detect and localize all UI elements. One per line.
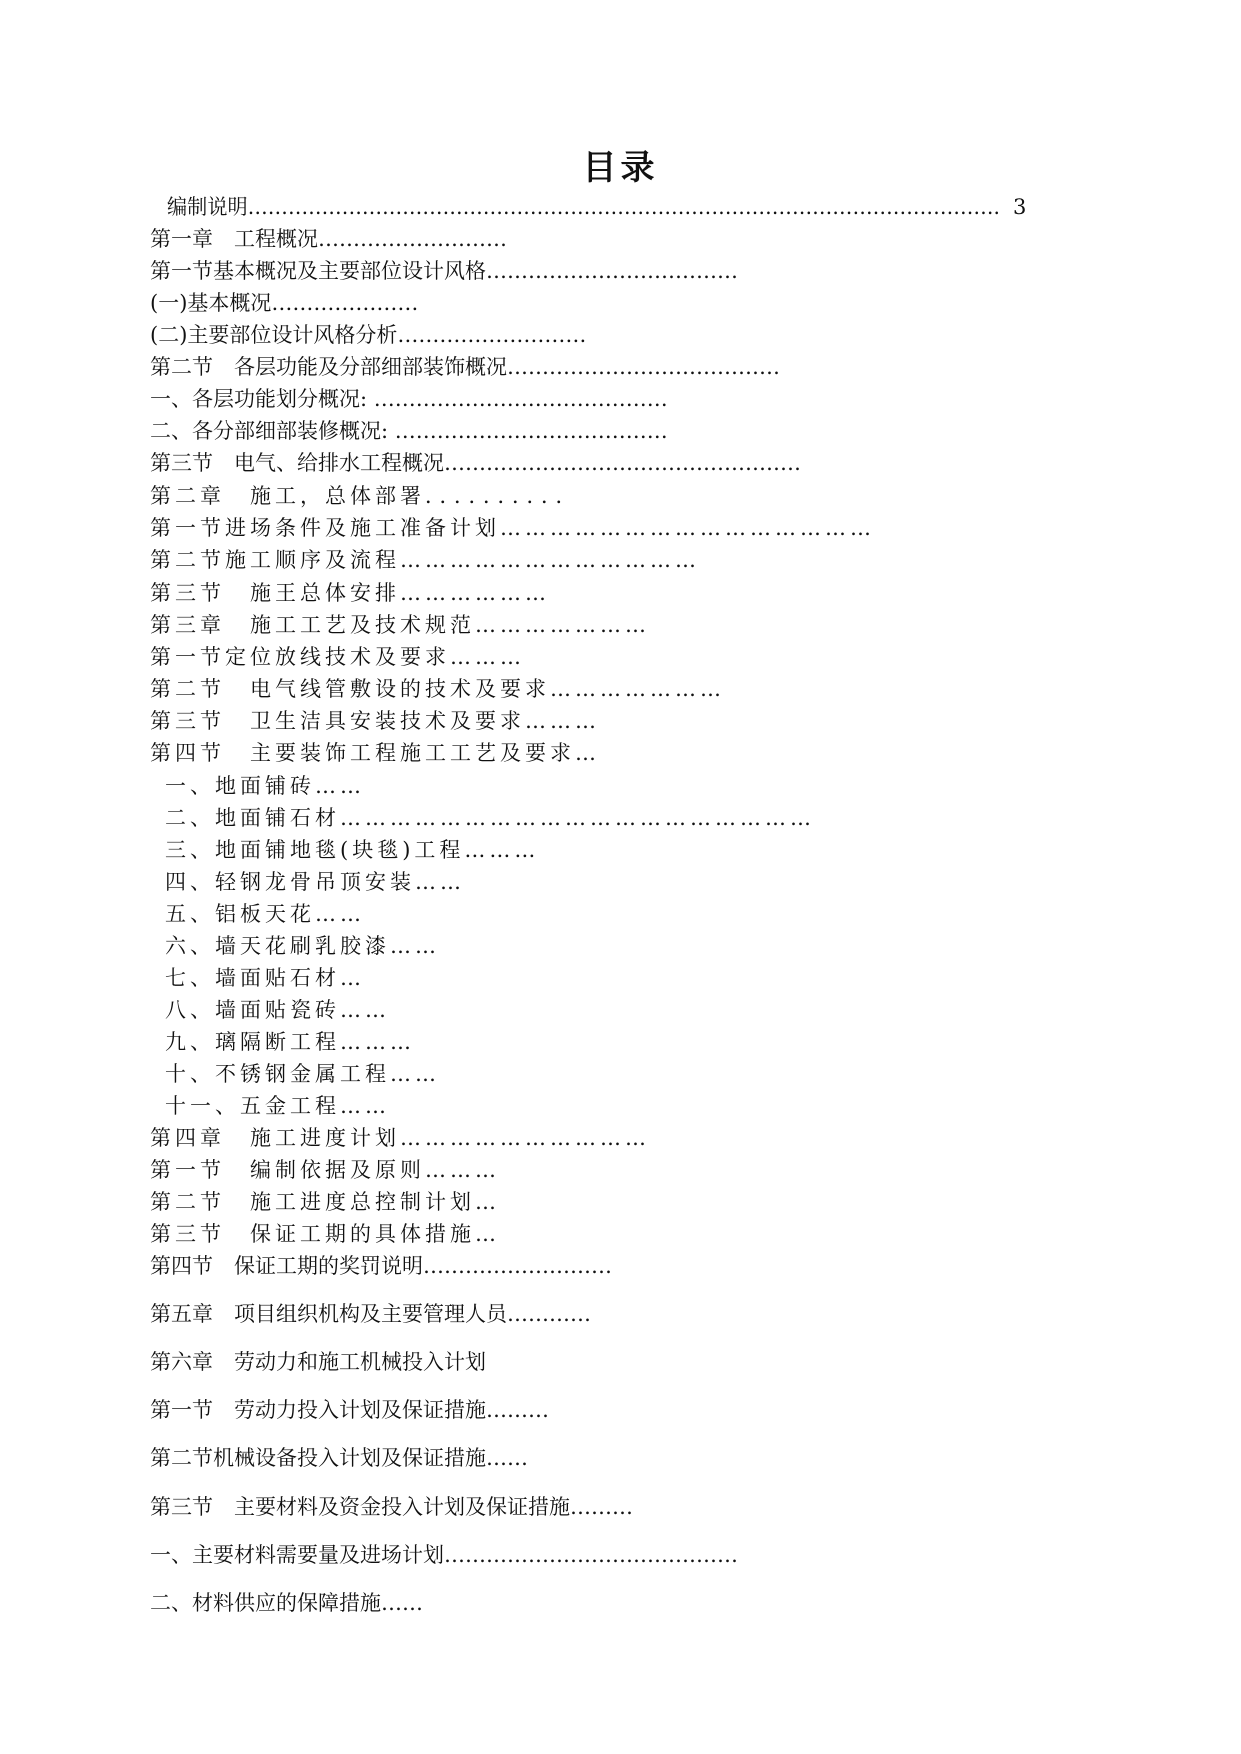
toc-entry: 一、主要材料需要量及进场计划…………………………………… — [150, 1543, 738, 1567]
toc-entry: 二、各分部细部装修概况: ………………………………… — [150, 419, 668, 443]
toc-entry: 第六章 劳动力和施工机械投入计划 — [150, 1350, 486, 1374]
toc-entry: 第一节定位放线技术及要求……… — [150, 645, 525, 669]
toc-entry: 第一节 劳动力投入计划及保证措施……… — [150, 1398, 549, 1422]
toc-entry: 第四节 主要装饰工程施工工艺及要求… — [150, 741, 600, 765]
toc-entry: 第三节 主要材料及资金投入计划及保证措施……… — [150, 1495, 633, 1519]
toc-entry: 第三节 保证工期的具体措施… — [150, 1222, 500, 1246]
toc-entry: 第四节 保证工期的奖罚说明……………………… — [150, 1254, 612, 1278]
toc-entry: 第五章 项目组织机构及主要管理人员………… — [150, 1302, 591, 1326]
toc-entry: (二)主要部位设计风格分析……………………… — [150, 323, 587, 347]
toc-entry: 第二节机械设备投入计划及保证措施…… — [150, 1446, 528, 1470]
toc-entry: (一)基本概况………………… — [150, 291, 419, 315]
toc-entry: 六、墙天花刷乳胶漆…… — [165, 934, 440, 958]
toc-entry: 第一章 工程概况……………………… — [150, 227, 507, 251]
toc-entry: 第二节 电气线管敷设的技术及要求………………… — [150, 677, 725, 701]
toc-entry: 第三节 卫生洁具安装技术及要求……… — [150, 709, 600, 733]
toc-entry: 四、轻钢龙骨吊顶安装…… — [165, 870, 465, 894]
toc-entry: 第四章 施工进度计划………………………… — [150, 1126, 650, 1150]
toc-page-number: 3 — [1013, 195, 1027, 219]
toc-entry: 第一节进场条件及施工准备计划……………………………………… — [150, 516, 875, 540]
toc-entry: 第二节施工顺序及流程……………………………… — [150, 548, 700, 572]
toc-entry: 十、不锈钢金属工程…… — [165, 1062, 440, 1086]
toc-entry: 二、地面铺石材………………………………………………… — [165, 806, 815, 830]
toc-entry: 第二节 施工进度总控制计划… — [150, 1190, 500, 1214]
toc-entry: 二、材料供应的保障措施…… — [150, 1591, 423, 1615]
toc-entry: 三、地面铺地毯(块毯)工程……… — [165, 838, 540, 862]
toc-entry: 第三节 施王总体安排……………… — [150, 581, 550, 605]
toc-entry: 一、各层功能划分概况: …………………………………… — [150, 387, 668, 411]
toc-entry: 九、璃隔断工程……… — [165, 1030, 415, 1054]
toc-entry: 八、墙面贴瓷砖…… — [165, 998, 390, 1022]
toc-entry: 编制说明…………………………………………………………………………………………………. — [167, 195, 1000, 219]
toc-entry: 第三章 施工工艺及技术规范………………… — [150, 613, 650, 637]
toc-entry: 五、铝板天花…… — [165, 902, 365, 926]
toc-entry: 第三节 电气、给排水工程概况…………………………………………… — [150, 451, 801, 475]
toc-entry: 第一节基本概况及主要部位设计风格……………………………… — [150, 259, 738, 283]
toc-entry: 七、墙面贴石材… — [165, 966, 365, 990]
toc-entry: 第二章 施工，总体部署．．．．．．．．．． — [150, 484, 581, 508]
toc-entry: 十一、五金工程…… — [165, 1094, 390, 1118]
toc-entry: 第一节 编制依据及原则……… — [150, 1158, 500, 1182]
toc-entry: 第二节 各层功能及分部细部装饰概况………………………………… — [150, 355, 780, 379]
toc-entry: 一、地面铺砖…… — [165, 774, 365, 798]
toc-title: 目录 — [582, 148, 659, 188]
